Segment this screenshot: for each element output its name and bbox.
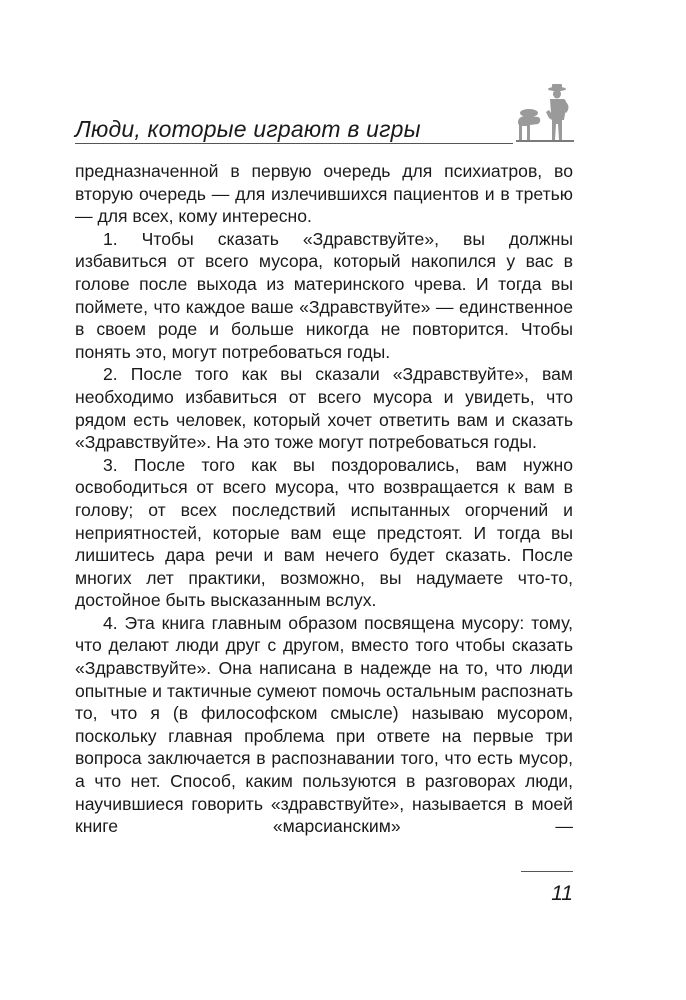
- page-number: 11: [551, 882, 573, 905]
- page-header: [75, 84, 575, 144]
- paragraph-point-4: 4. Эта книга главным образом посвящена мусору: тому, что делают люди друг с другом, вместо того чтобы сказать «Здравствуйте». Она написана в надежде на то, что люди опытные и тактичные сумеют помочь остальным распознать то, что я (в философском смысле) называю мусором, поскольку главная проблема при ответе на первые три вопроса заключается в распознавании того, что есть мусор, а что нет. Способ, каким пользуются в разговорах люди, научившиеся говорить «здравствуйте», называется в моей книге «марсианским» —: [75, 612, 573, 837]
- man-in-hat-with-chair-icon: [516, 84, 574, 146]
- paragraph-continued: предназначенной в первую очередь для психиатров, во вторую очередь — для излечившихся пациентов и в третью — для всех, кому интересно.: [75, 161, 573, 227]
- footer-rule: [521, 871, 573, 872]
- paragraph-point-2: 2. После того как вы сказали «Здравствуйте», вам необходимо избавиться от всего мусора и увидеть, что рядом есть человек, который хочет ответить вам и сказать «Здравствуйте». На это тоже могут потребоваться годы.: [75, 364, 573, 453]
- body-text: [75, 160, 573, 838]
- paragraph-point-1: 1. Чтобы сказать «Здравствуйте», вы должны избавиться от всего мусора, который накопился у вас в голове после выхода из материнского чрева. И тогда вы поймете, что каждое ваше «Здравствуйте» — единственное в своем роде и больше никогда не повторится. Чтобы понять это, могут потребоваться годы.: [75, 228, 573, 362]
- header-rule: [75, 143, 513, 144]
- paragraph-point-3: 3. После того как вы поздоровались, вам нужно освободиться от всего мусора, что возвращается к вам в голову; от всех последствий испытанных огорчений и неприятностей, которые вам еще предстоят. И тогда вы лишитесь дара речи и вам нечего будет сказать. После многих лет практики, возможно, вы надумаете что-то, достойное быть высказанным вслух.: [75, 454, 573, 611]
- running-title: Люди, которые играют в игры: [75, 116, 421, 142]
